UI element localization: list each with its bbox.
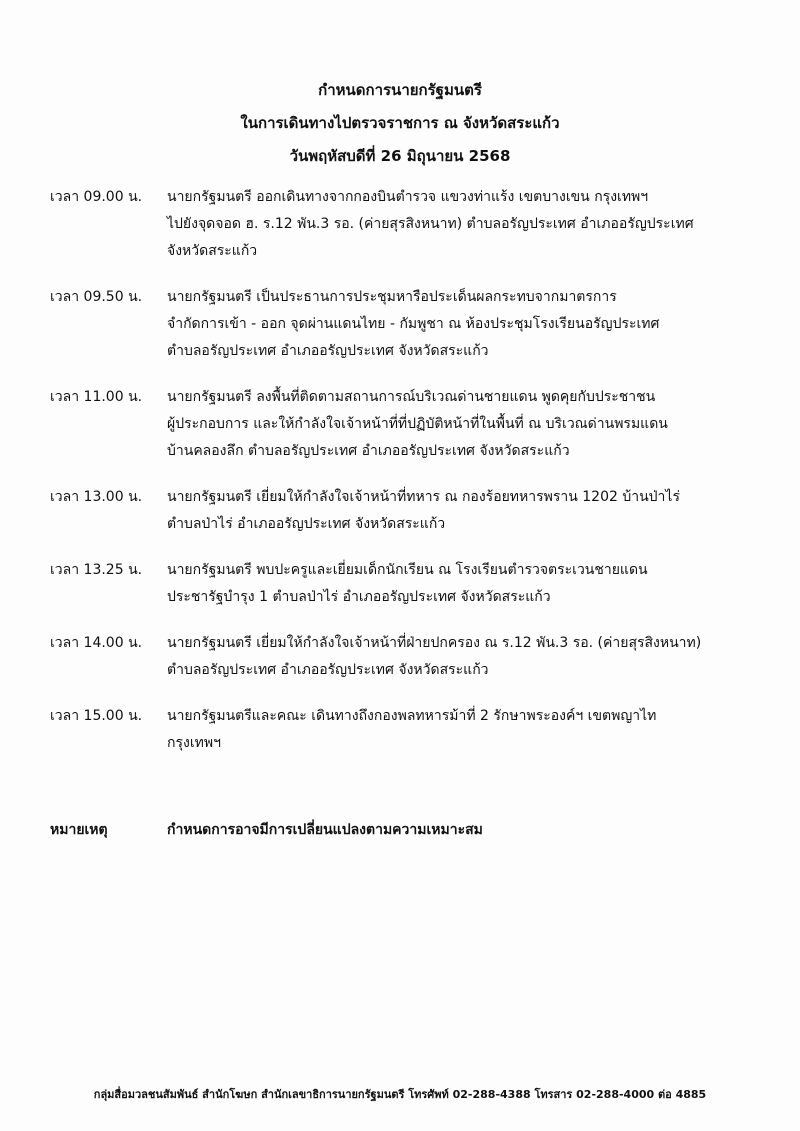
schedule-entry xyxy=(50,384,770,465)
schedule-entry xyxy=(50,630,770,684)
document-subtitle: ในการเดินทางไปตรวจราชการ ณ จังหวัดสระแก้ว xyxy=(240,114,560,132)
schedule-line: จังหวัดสระแก้ว xyxy=(167,243,258,259)
schedule-time: เวลา 15.00 น. xyxy=(50,708,143,724)
schedule-line: ตำบลอรัญประเทศ อำเภออรัญประเทศ จังหวัดสระแก้ว xyxy=(167,343,489,359)
schedule-entry xyxy=(50,284,770,365)
schedule-description xyxy=(167,384,770,465)
schedule-description xyxy=(167,284,770,365)
schedule-description xyxy=(167,703,770,757)
remark-section xyxy=(50,817,770,844)
schedule-line: ผู้ประกอบการ และให้กำลังใจเจ้าหน้าที่ที่ปฏิบัติหน้าที่ในพื้นที่ ณ บริเวณด่านพรมแดน xyxy=(167,416,668,432)
schedule-line: นายกรัฐมนตรีและคณะ เดินทางถึงกองพลทหารม้าที่ 2 รักษาพระองค์ฯ เขตพญาไท xyxy=(167,708,657,724)
schedule-list xyxy=(50,184,770,757)
schedule-description xyxy=(167,484,770,538)
schedule-description xyxy=(167,184,770,265)
remark-text: กำหนดการอาจมีการเปลี่ยนแปลงตามความเหมาะสม xyxy=(167,822,483,838)
schedule-line: จำกัดการเข้า - ออก จุดผ่านแดนไทย - กัมพูชา ณ ห้องประชุมโรงเรียนอรัญประเทศ xyxy=(167,316,660,332)
schedule-time: เวลา 11.00 น. xyxy=(50,389,143,405)
schedule-line: นายกรัฐมนตรี ออกเดินทางจากกองบินตำรวจ แขวงท่าแร้ง เขตบางเขน กรุงเทพฯ xyxy=(167,189,649,205)
schedule-time: เวลา 13.25 น. xyxy=(50,562,143,578)
document-header xyxy=(0,74,800,173)
schedule-line: นายกรัฐมนตรี พบปะครูและเยี่ยมเด็กนักเรียน ณ โรงเรียนตำรวจตระเวนชายแดน xyxy=(167,562,648,578)
schedule-time: เวลา 13.00 น. xyxy=(50,489,143,505)
document-date: วันพฤหัสบดีที่ 26 มิถุนายน 2568 xyxy=(289,147,511,165)
schedule-line: ไปยังจุดจอด ฮ. ร.12 พัน.3 รอ. (ค่ายสุรสิงหนาท) ตำบลอรัญประเทศ อำเภออรัญประเทศ xyxy=(167,216,694,232)
schedule-line: ประชารัฐบำรุง 1 ตำบลป่าไร่ อำเภออรัญประเทศ จังหวัดสระแก้ว xyxy=(167,589,551,605)
schedule-line: นายกรัฐมนตรี ลงพื้นที่ติดตามสถานการณ์บริเวณด่านชายแดน พูดคุยกับประชาชน xyxy=(167,389,656,405)
schedule-line: นายกรัฐมนตรี เป็นประธานการประชุมหารือประเด็นผลกระทบจากมาตรการ xyxy=(167,289,617,305)
schedule-line: บ้านคลองลึก ตำบลอรัญประเทศ อำเภออรัญประเทศ จังหวัดสระแก้ว xyxy=(167,443,570,459)
remark-label: หมายเหตุ xyxy=(50,822,108,838)
schedule-entry xyxy=(50,184,770,265)
schedule-time: เวลา 09.50 น. xyxy=(50,289,143,305)
document-title: กำหนดการนายกรัฐมนตรี xyxy=(318,81,482,99)
schedule-entry xyxy=(50,557,770,611)
schedule-entry xyxy=(50,703,770,757)
schedule-line: นายกรัฐมนตรี เยี่ยมให้กำลังใจเจ้าหน้าที่ฝ่ายปกครอง ณ ร.12 พัน.3 รอ. (ค่ายสุรสิงหนาท) xyxy=(167,635,702,651)
schedule-line: กรุงเทพฯ xyxy=(167,735,221,751)
schedule-description xyxy=(167,557,770,611)
schedule-description xyxy=(167,630,770,684)
contact-footer: กลุ่มสื่อมวลชนสัมพันธ์ สำนักโฆษก สำนักเลขาธิการนายกรัฐมนตรี โทรศัพท์ 02-288-4388 โทรสาร 02-288-4000 ต่อ 4885 xyxy=(93,1088,707,1101)
schedule-line: นายกรัฐมนตรี เยี่ยมให้กำลังใจเจ้าหน้าที่ทหาร ณ กองร้อยทหารพราน 1202 บ้านป่าไร่ xyxy=(167,489,680,505)
schedule-time: เวลา 14.00 น. xyxy=(50,635,143,651)
schedule-line: ตำบลป่าไร่ อำเภออรัญประเทศ จังหวัดสระแก้ว xyxy=(167,516,446,532)
schedule-entry xyxy=(50,484,770,538)
schedule-line: ตำบลอรัญประเทศ อำเภออรัญประเทศ จังหวัดสระแก้ว xyxy=(167,662,489,678)
schedule-time: เวลา 09.00 น. xyxy=(50,189,143,205)
